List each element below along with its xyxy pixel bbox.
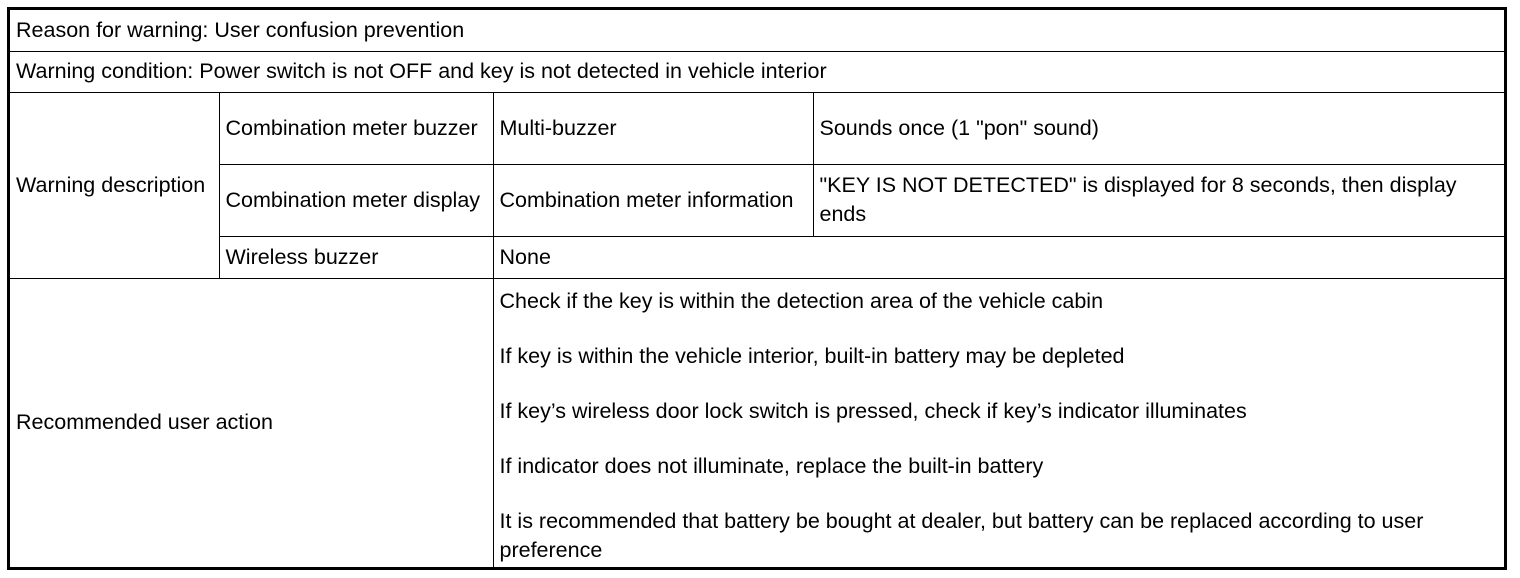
- action-item: It is recommended that battery be bought at dealer, but battery can be replaced according to user preference: [499, 508, 1424, 562]
- action-item: If indicator does not illuminate, replace the built-in battery: [499, 453, 1044, 478]
- action-item: If key’s wireless door lock switch is pressed, check if key’s indicator illuminates: [499, 398, 1247, 423]
- table-row: [10, 164, 1504, 236]
- output-cell: Multi-buzzer: [493, 92, 813, 164]
- recommended-action-label: Recommended user action: [10, 278, 493, 567]
- detail-cell: "KEY IS NOT DETECTED" is displayed for 8 seconds, then display ends: [813, 164, 1504, 236]
- warning-table-frame: [7, 7, 1507, 570]
- device-cell: Combination meter display: [219, 164, 493, 236]
- warning-description-label: Warning description: [10, 92, 219, 278]
- condition-cell: Warning condition: Power switch is not OFF and key is not detected in vehicle interior: [10, 51, 1504, 92]
- device-cell: Combination meter buzzer: [219, 92, 493, 164]
- action-item: If key is within the vehicle interior, built-in battery may be depleted: [499, 343, 1125, 368]
- condition-row: [10, 51, 1504, 92]
- table-row: [10, 92, 1504, 164]
- action-item: Check if the key is within the detection area of the vehicle cabin: [499, 288, 1104, 313]
- detail-cell: Sounds once (1 "pon" sound): [813, 92, 1504, 164]
- recommended-action-row: [10, 278, 1504, 567]
- recommended-action-list: [493, 278, 1504, 567]
- output-cell: None: [493, 236, 1504, 278]
- output-cell: Combination meter information: [493, 164, 813, 236]
- reason-cell: Reason for warning: User confusion prevention: [10, 10, 1504, 51]
- reason-row: [10, 10, 1504, 51]
- warning-table: [10, 10, 1504, 567]
- table-row: [10, 236, 1504, 278]
- device-cell: Wireless buzzer: [219, 236, 493, 278]
